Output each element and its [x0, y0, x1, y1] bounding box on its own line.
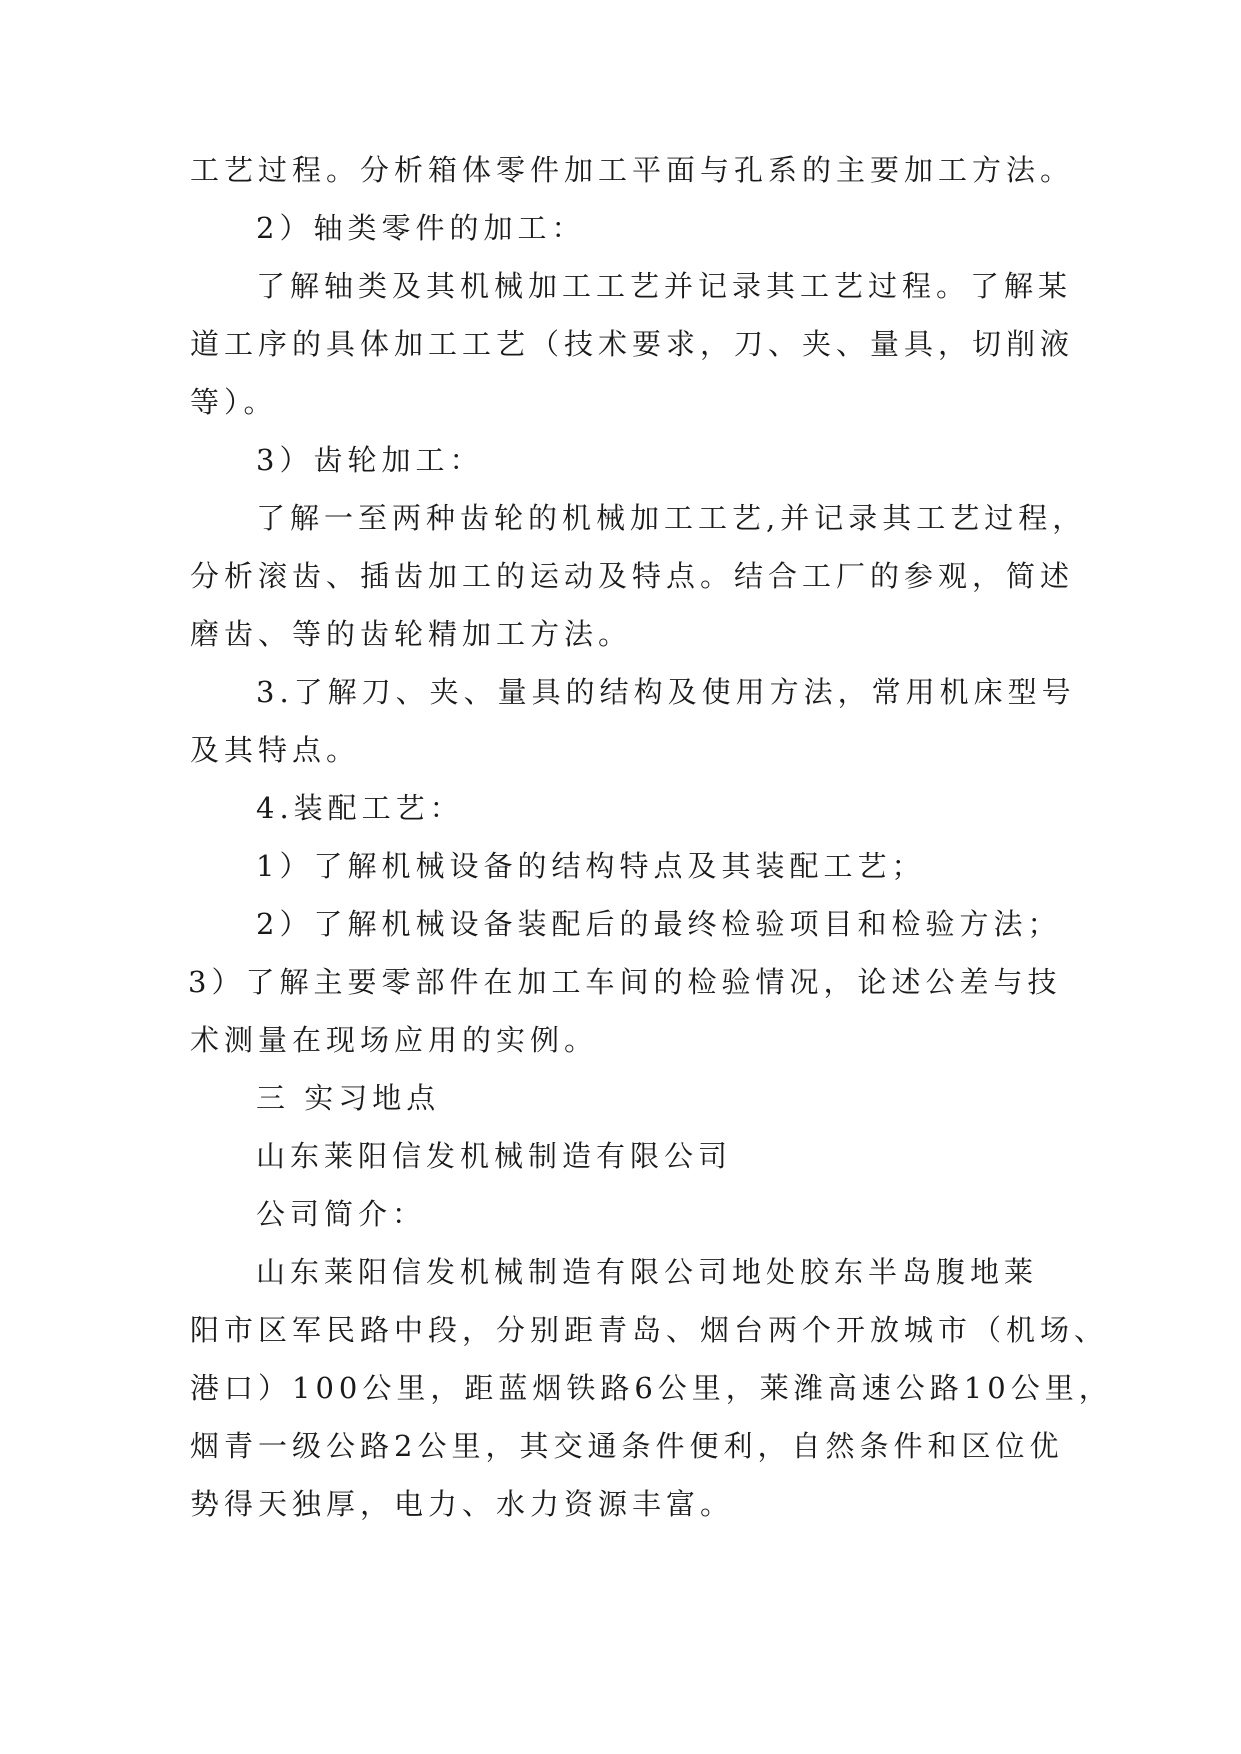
company-name: 山东莱阳信发机械制造有限公司 — [256, 1139, 733, 1173]
paragraph-line: 3）齿轮加工： — [256, 443, 484, 477]
paragraph-line: 港口）100公里，距蓝烟铁路6公里，莱潍高速公路10公里， — [190, 1371, 1113, 1405]
paragraph-line: 势得天独厚，电力、水力资源丰富。 — [190, 1487, 735, 1521]
paragraph-line: 工艺过程。分析箱体零件加工平面与孔系的主要加工方法。 — [190, 153, 1075, 187]
paragraph-line: 山东莱阳信发机械制造有限公司地处胶东半岛腹地莱 — [256, 1255, 1039, 1289]
paragraph-line: 术测量在现场应用的实例。 — [190, 1023, 599, 1057]
section-heading: 三 实习地点 — [256, 1081, 441, 1115]
paragraph-line: 等）。 — [190, 385, 278, 419]
paragraph-line: 烟青一级公路2公里，其交通条件便利，自然条件和区位优 — [190, 1429, 1064, 1463]
paragraph-line: 了解轴类及其机械加工工艺并记录其工艺过程。了解某 — [256, 269, 1073, 303]
subheading: 公司简介： — [256, 1197, 427, 1231]
paragraph-line: 阳市区军民路中段，分别距青岛、烟台两个开放城市（机场、 — [190, 1313, 1109, 1347]
paragraph-line: 磨齿、等的齿轮精加工方法。 — [190, 617, 633, 651]
paragraph-line: 分析滚齿、插齿加工的运动及特点。结合工厂的参观，简述 — [190, 559, 1075, 593]
paragraph-line: 2）轴类零件的加工： — [256, 211, 586, 245]
paragraph-line: 及其特点。 — [190, 733, 361, 767]
paragraph-line: 4.装配工艺： — [256, 791, 464, 825]
paragraph-line: 道工序的具体加工工艺（技术要求，刀、夹、量具，切削液 — [190, 327, 1075, 361]
paragraph-line: 了解一至两种齿轮的机械加工工艺,并记录其工艺过程， — [256, 501, 1087, 535]
paragraph-line: 3）了解主要零部件在加工车间的检验情况，论述公差与技 — [188, 965, 1062, 999]
paragraph-line: 2）了解机械设备装配后的最终检验项目和检验方法； — [256, 907, 1062, 941]
paragraph-line: 1）了解机械设备的结构特点及其装配工艺； — [256, 849, 926, 883]
paragraph-line: 3.了解刀、夹、量具的结构及使用方法，常用机床型号 — [256, 675, 1076, 709]
